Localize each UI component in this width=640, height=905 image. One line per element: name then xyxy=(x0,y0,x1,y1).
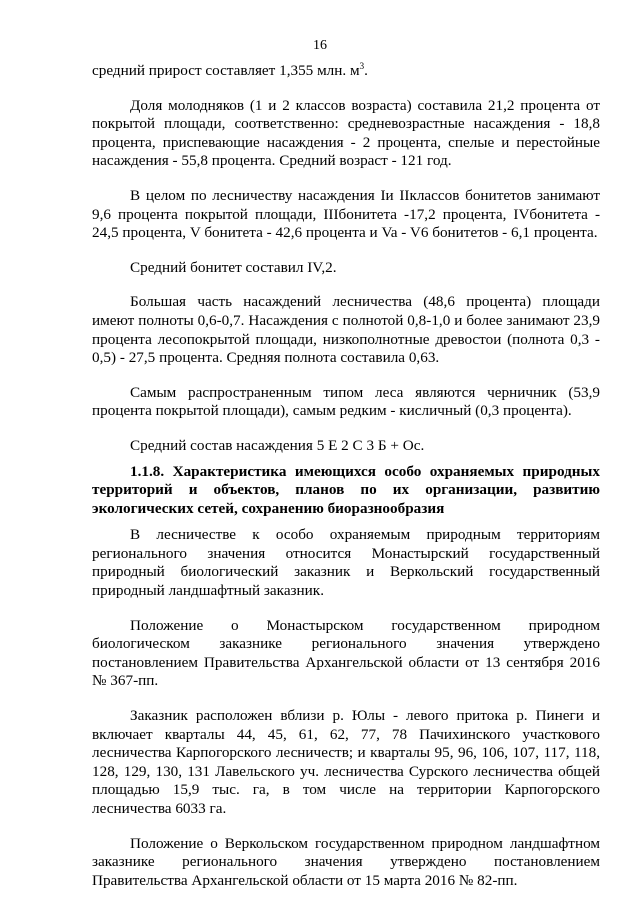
paragraph-reserve-location: Заказник расположен вблизи р. Юлы - левого притока р. Пинеги и включает кварталы 44, 45, 61, 62, 77, 78 Пачихинского участкового лесничества Карпогорского лесничеств; и кварталы 95, 96, 106, 107, 117, 118, 128, 129, 130, 131 Лавельского уч. лесничества Сурского лесничества общей площадью 15,9 тыс. га, в том числе на территории Карпогорского лесничества 6033 га. xyxy=(92,707,600,817)
paragraph-bonitet-classes: В целом по лесничеству насаждения Iи IIклассов бонитетов занимают 9,6 процента покрытой площади, IIIбонитета -17,2 процента, IVбонитета - 24,5 процента, V бонитета - 42,6 процента и Va - V6 бонитетов - 6,1 процента. xyxy=(92,186,600,242)
section-heading: 1.1.8. Характеристика имеющихся особо охраняемых природных территорий и объектов, планов по их организации, развитию экологических сетей, сохранению биоразнообразия xyxy=(92,462,600,517)
paragraph-increment xyxy=(92,62,600,81)
paragraph-density: Большая часть насаждений лесничества (48,6 процента) площади имеют полноты 0,6-0,7. Насаждения с полнотой 0,8-1,0 и более занимают 23,9 процента лесопокрытой площади, низкополнотные древостои (полнота 0,3 - 0,5) - 27,5 процента. Средняя полнота составила 0,63. xyxy=(92,293,600,367)
page-number: 16 xyxy=(313,38,327,53)
paragraph-increment-text: средний прирост составляет 1,355 млн. м xyxy=(92,62,360,79)
paragraph-average-bonitet: Средний бонитет составил IV,2. xyxy=(130,258,337,276)
document-body xyxy=(92,62,600,890)
paragraph-young-stands: Доля молодняков (1 и 2 классов возраста) составила 21,2 процента от покрытой площади, соответственно: средневозрастные насаждения - 18,8 процента, приспевающие насаждения - 2 процента, спелые и перестойные насаждения - 55,8 процента. Средний возраст - 121 год. xyxy=(92,96,600,170)
paragraph-protected-areas: В лесничестве к особо охраняемым природным территориям регионального значения относится Монастырский государственный природный биологический заказник и Веркольский государственный природный ландшафтный заказник. xyxy=(92,526,600,600)
paragraph-verkolsky-regulation: Положение о Веркольском государственном природном ландшафтном заказнике регионального значения утверждено постановлением Правительства Архангельской области от 15 марта 2016 № 82-пп. xyxy=(92,834,600,889)
cubic-superscript: 3 xyxy=(359,61,365,71)
paragraph-composition: Средний состав насаждения 5 Е 2 С 3 Б + Ос. xyxy=(130,436,425,454)
paragraph-monastyrsky-regulation: Положение о Монастырском государственном природном биологическом заказнике регионального значения утверждено постановлением Правительства Архангельской области от 13 сентября 2016 № 367-пп. xyxy=(92,616,600,690)
paragraph-increment-end: . xyxy=(364,62,368,79)
paragraph-forest-types: Самым распространенным типом леса являются черничник (53,9 процента покрытой площади), самым редким - кисличный (0,3 процента). xyxy=(92,383,600,420)
